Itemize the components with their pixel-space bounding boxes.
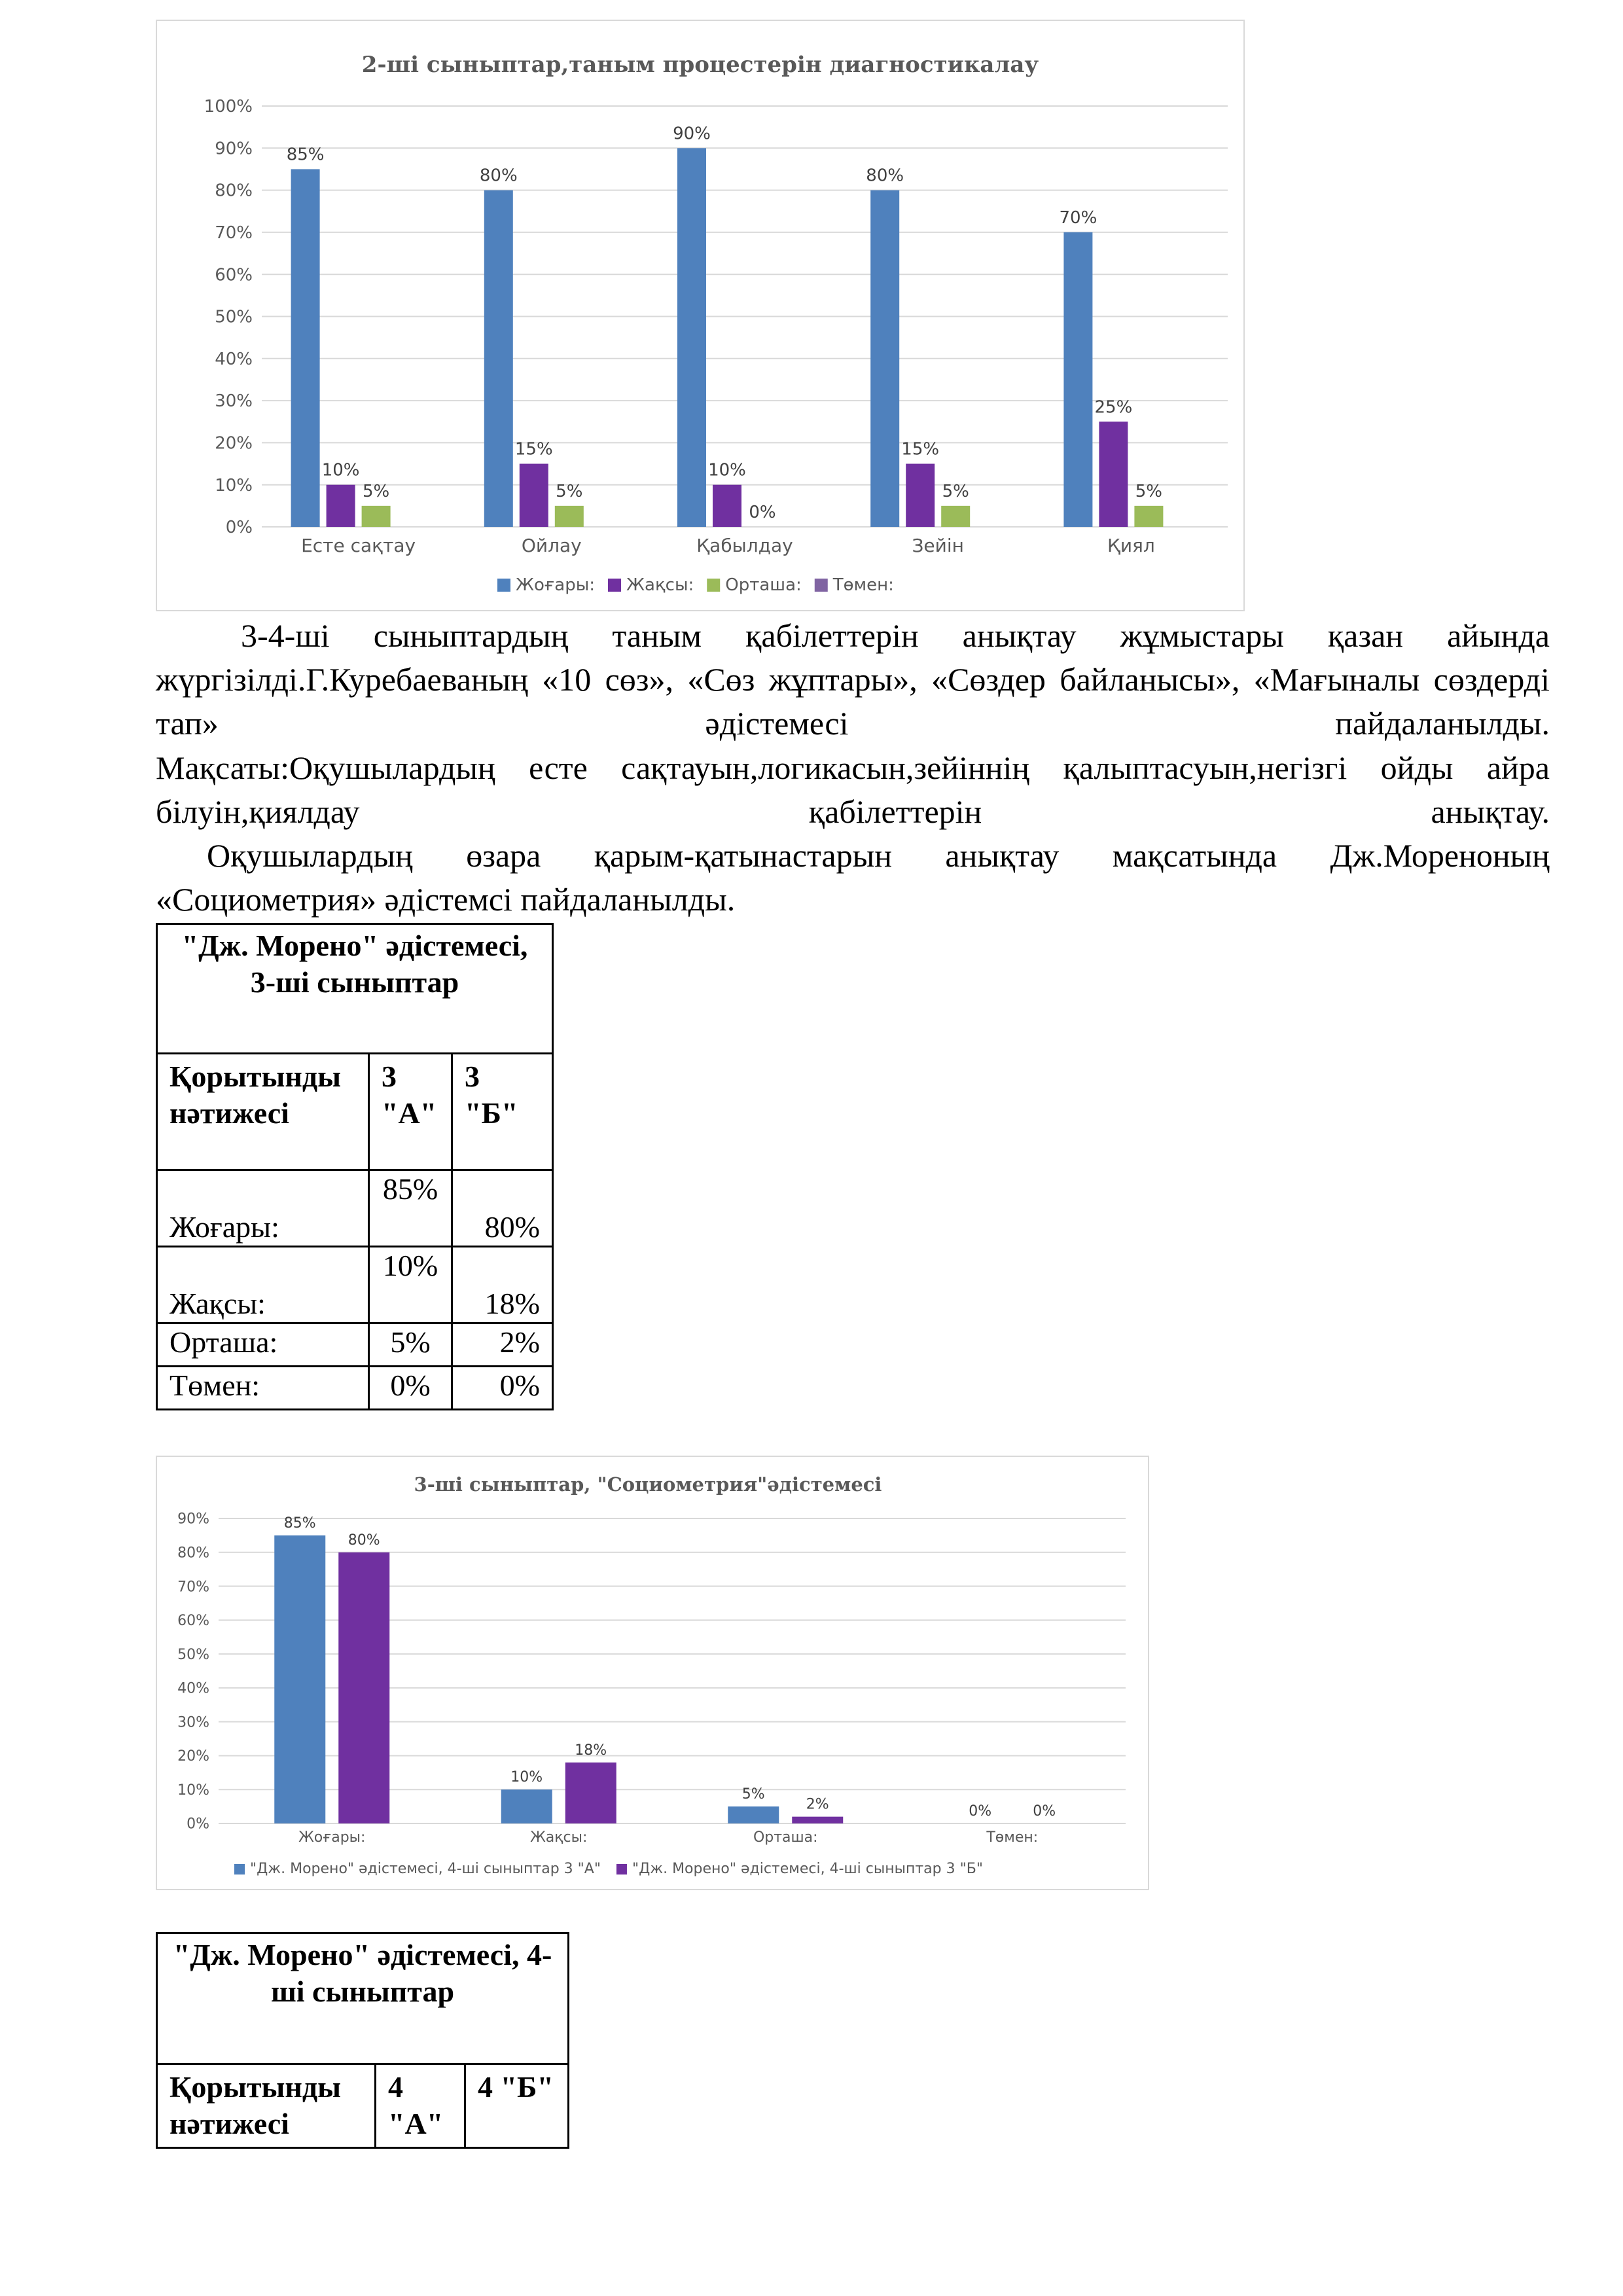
y-tick-label: 60% [177, 1613, 209, 1630]
category-label: Қабылдау [696, 535, 793, 556]
data-label: 15% [514, 439, 553, 459]
category-label: Орташа: [753, 1829, 818, 1846]
bar [1134, 506, 1163, 527]
data-label: 5% [1135, 481, 1163, 501]
y-tick-label: 20% [215, 433, 253, 454]
y-tick-label: 10% [215, 475, 253, 495]
category-label: Зейін [912, 535, 964, 556]
table1-row-label: Жоғары: [157, 1170, 369, 1247]
y-tick-label: 70% [215, 223, 253, 243]
bar [274, 1535, 325, 1823]
legend-swatch [608, 579, 621, 592]
table1-cell-3a: 85% [369, 1170, 452, 1247]
table1-head-3a: 3 "А" [369, 1054, 452, 1170]
bar [792, 1817, 843, 1823]
table1-cell-3b: 2% [452, 1323, 553, 1367]
data-label: 5% [741, 1786, 765, 1803]
bar [555, 506, 584, 527]
table1-cell-3a: 5% [369, 1323, 452, 1367]
bar [520, 464, 548, 527]
data-label: 85% [283, 1515, 316, 1532]
bar [484, 190, 513, 527]
table1-cell-3b: 80% [452, 1170, 553, 1247]
table1-row-label: Орташа: [157, 1323, 369, 1367]
table1-cell-3b: 18% [452, 1247, 553, 1323]
y-tick-label: 60% [215, 265, 253, 285]
table1-row-label: Жақсы: [157, 1247, 369, 1323]
y-tick-label: 10% [177, 1782, 209, 1799]
data-label: 10% [510, 1769, 543, 1786]
legend-entry: Төмен: [832, 575, 894, 595]
paragraph-intro: 3-4-ші сыныптардың таным қабілеттерін анықтау жұмыстары қазан айында жүргізілді.Г.Куребаеваның «10 сөз», «Сөз жұптары», «Сөздер байланысы», «Мағыналы сөздерді тап» әдістемесі пайдаланылды. [156, 617, 1550, 742]
data-label: 80% [866, 166, 904, 186]
chart-title: 3-ші сыныптар, "Социометрия"әдістемесі [414, 1473, 882, 1496]
category-label: Төмен: [986, 1829, 1039, 1846]
legend-swatch [234, 1864, 245, 1874]
category-label: Қиял [1107, 535, 1155, 556]
bar [728, 1806, 779, 1823]
data-label: 0% [969, 1803, 992, 1820]
category-label: Жақсы: [530, 1829, 588, 1846]
paragraph-purpose: Мақсаты:Оқушылардың есте сақтауын,логикасын,зейіннің қалыптасуын,негізгі ойды айра білуін,қиялдау қабілеттерін анықтау. [156, 749, 1550, 830]
data-label: 80% [479, 166, 518, 186]
chart-sociometry [156, 1456, 1149, 1890]
legend-swatch [707, 579, 720, 592]
legend-entry: Жақсы: [626, 575, 694, 595]
bar [941, 506, 970, 527]
y-tick-label: 30% [177, 1714, 209, 1731]
data-label: 10% [321, 460, 360, 480]
table2-title: "Дж. Морено" әдістемесі, 4-ші сыныптар [157, 1933, 569, 2064]
table1-head-result: Қорытынды нәтижесі [157, 1054, 369, 1170]
table1-cell-3b: 0% [452, 1367, 553, 1410]
data-label: 10% [708, 460, 746, 480]
table2-head-result: Қорытынды нәтижесі [157, 2064, 376, 2148]
data-label: 80% [348, 1532, 380, 1549]
legend-entry: Орташа: [725, 575, 802, 595]
data-label: 70% [1059, 207, 1097, 228]
table-moreno-grade4 [156, 1932, 569, 2149]
legend-swatch [815, 579, 828, 592]
table2-head-4b: 4 "Б" [465, 2064, 569, 2148]
table1-cell-3a: 0% [369, 1367, 452, 1410]
y-tick-label: 100% [204, 97, 253, 117]
bar [713, 485, 741, 527]
y-tick-label: 20% [177, 1748, 209, 1765]
bar [338, 1552, 389, 1823]
category-label: Есте сақтау [301, 535, 416, 556]
data-label: 0% [1033, 1803, 1056, 1820]
y-tick-label: 0% [225, 518, 253, 538]
bar [291, 169, 320, 527]
table2-head-4a: 4 "А" [376, 2064, 465, 2148]
bar [362, 506, 391, 527]
table1-title: "Дж. Морено" әдістемесі, 3-ші сыныптар [157, 924, 553, 1054]
chart1-svg [157, 21, 1243, 610]
bar [870, 190, 899, 527]
y-tick-label: 30% [215, 391, 253, 412]
y-tick-label: 90% [215, 139, 253, 159]
table1-head-3b: 3 "Б" [452, 1054, 553, 1170]
legend-entry: Жоғары: [516, 575, 595, 595]
table-moreno-grade3 [156, 923, 554, 1410]
chart2-svg [157, 1457, 1148, 1889]
legend-swatch [497, 579, 510, 592]
bar [501, 1789, 552, 1823]
chart-cognitive-diagnostics [156, 20, 1245, 611]
data-label: 5% [556, 481, 583, 501]
y-tick-label: 40% [215, 349, 253, 369]
y-tick-label: 40% [177, 1680, 209, 1697]
y-tick-label: 50% [177, 1646, 209, 1663]
legend-entry: "Дж. Морено" әдістемесі, 4-ші сыныптар 3 "Б" [632, 1861, 983, 1877]
bar [906, 464, 935, 527]
legend-swatch [616, 1864, 627, 1874]
data-label: 18% [575, 1742, 607, 1759]
table1-cell-3a: 10% [369, 1247, 452, 1323]
y-tick-label: 70% [177, 1579, 209, 1596]
paragraph-sociometry: Оқушылардың өзара қарым-қатынастарын анықтау мақсатында Дж.Мореноның «Социометрия» әдістемсі пайдаланылды. [156, 837, 1550, 918]
data-label: 0% [749, 503, 776, 522]
data-label: 2% [806, 1796, 829, 1813]
chart-title: 2-ші сыныптар,таным процестерін диагностикалау [361, 52, 1039, 78]
bar [1099, 422, 1128, 527]
data-label: 25% [1094, 397, 1133, 418]
y-tick-label: 90% [177, 1511, 209, 1528]
category-label: Жоғары: [298, 1829, 366, 1846]
y-tick-label: 0% [187, 1816, 209, 1833]
bar [327, 485, 355, 527]
data-label: 15% [901, 439, 940, 459]
y-tick-label: 50% [215, 307, 253, 327]
data-label: 5% [942, 481, 969, 501]
data-label: 90% [673, 124, 711, 144]
table1-row-label: Төмен: [157, 1367, 369, 1410]
bar [1063, 232, 1092, 527]
bar [677, 148, 706, 527]
y-tick-label: 80% [215, 181, 253, 201]
bar [565, 1763, 616, 1823]
category-label: Ойлау [521, 535, 582, 556]
data-label: 5% [362, 481, 390, 501]
y-tick-label: 80% [177, 1545, 209, 1562]
legend-entry: "Дж. Морено" әдістемесі, 4-ші сыныптар 3 "А" [250, 1861, 601, 1877]
data-label: 85% [286, 145, 325, 165]
